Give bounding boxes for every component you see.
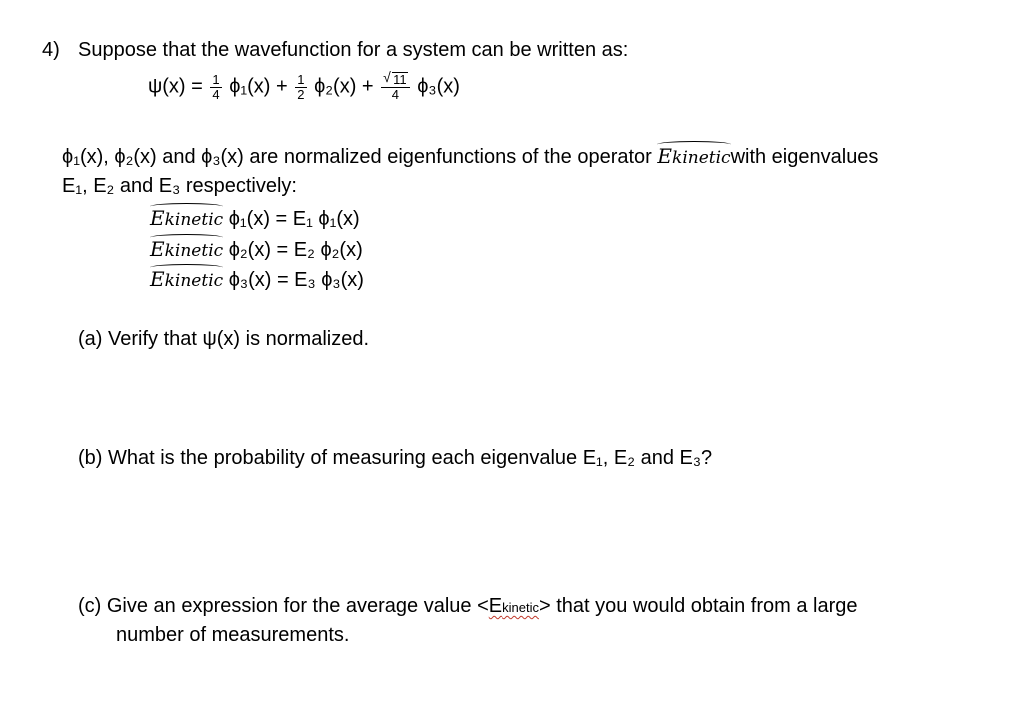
eigen-equation-3: Ekinetic ϕ₃(x) = E₃ ϕ₃(x) xyxy=(150,267,364,293)
question-intro: Suppose that the wavefunction for a system can be written as: xyxy=(78,39,629,61)
sqrt-symbol: √ 11 xyxy=(383,69,407,87)
coefficient-2: $\frac{1}{2}$ xyxy=(297,71,305,102)
kinetic-operator: Ekinetic xyxy=(150,267,223,293)
term-1: ϕ₁(x) + xyxy=(229,75,288,98)
eigen-equation-2: Ekinetic ϕ₂(x) = E₂ ϕ₂(x) xyxy=(150,237,363,263)
coefficient-1: $\frac{1}{4}$ xyxy=(212,71,220,102)
kinetic-operator: Ekinetic xyxy=(657,144,730,170)
term-2: ϕ₂(x) + xyxy=(314,75,374,98)
eigenfunction-description: ϕ₁(x), ϕ₂(x) and ϕ₃(x) are normalized eigenfunctions of the operator Ekineticwith eigenvalues xyxy=(62,144,878,170)
eigen-equation-1: Ekinetic ϕ₁(x) = E₁ ϕ₁(x) xyxy=(150,206,360,232)
kinetic-operator: Ekinetic xyxy=(150,237,223,263)
wavefunction-equation xyxy=(148,69,460,102)
kinetic-operator: Ekinetic xyxy=(150,206,223,232)
term-3: ϕ₃(x) xyxy=(417,75,460,98)
part-c-continued: number of measurements. xyxy=(116,624,350,646)
eigenvalue-description: E₁, E₂ and E₃ respectively: xyxy=(62,175,297,197)
part-a: (a) Verify that ψ(x) is normalized. xyxy=(78,328,370,350)
spellcheck-underline: Ekinetic xyxy=(488,595,539,617)
psi-lhs: ψ(x) = xyxy=(148,75,203,98)
coefficient-3: √ 11 4 xyxy=(381,72,410,102)
part-b: (b) What is the probability of measuring each eigenvalue E₁, E₂ and E₃? xyxy=(78,447,713,469)
part-c: (c) Give an expression for the average value <Ekinetic> that you would obtain from a large xyxy=(78,595,858,617)
question-number: 4) xyxy=(42,39,60,61)
